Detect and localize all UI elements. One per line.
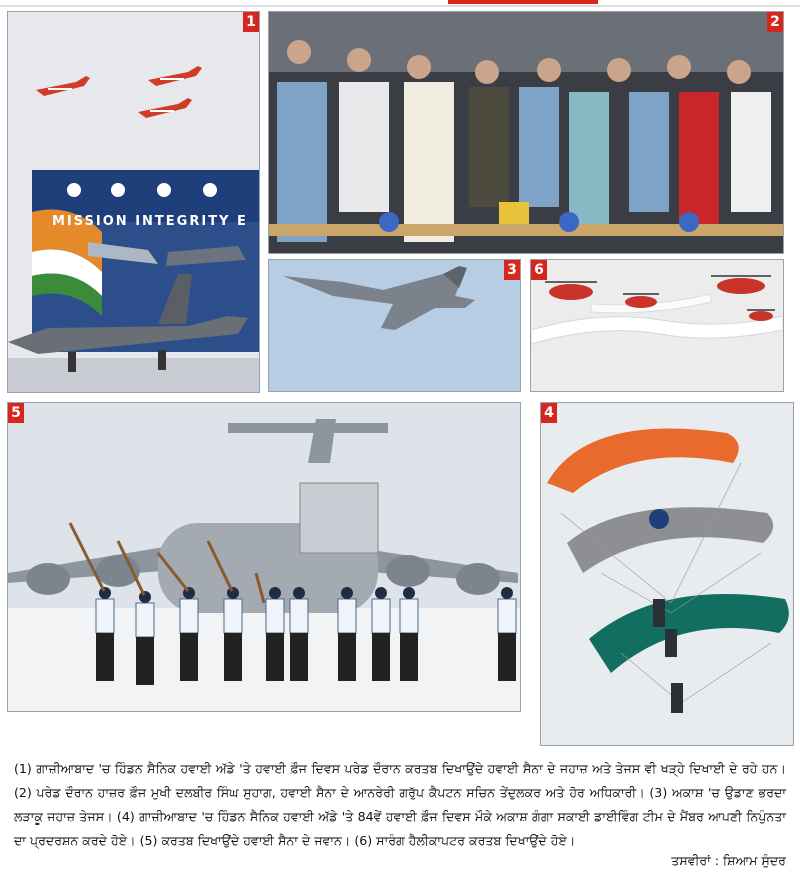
photo-3-image: [269, 260, 520, 391]
photo-4-image: [541, 403, 793, 745]
photo-6-image: [531, 260, 783, 391]
photo-4-skydivers: [540, 402, 794, 746]
photo-6-sarang-helicopters: [530, 259, 784, 392]
photo-1-tejas-display: [7, 11, 260, 393]
photo-number-badge: 6: [531, 260, 547, 280]
photo-2-image: [269, 12, 783, 253]
photo-3-tejas-flight: [268, 259, 521, 392]
photo-credit: ਤਸਵੀਰਾਂ : ਸ਼ਿਆਮ ਸੁੰਦਰ: [663, 853, 786, 869]
photo-5-drill-team: [7, 402, 521, 712]
photo-number-badge: 1: [243, 12, 259, 32]
photo-number-badge: 3: [504, 260, 520, 280]
photo-number-badge: 5: [8, 403, 24, 423]
photo-number-badge: 2: [767, 12, 783, 32]
photo-1-image: [8, 12, 259, 392]
photo-5-image: [8, 403, 520, 711]
photo-caption: (1) ਗਾਜ਼ੀਆਬਾਦ 'ਚ ਹਿੰਡਨ ਸੈਨਿਕ ਹਵਾਈ ਅੱਡੇ 'ਤੇ ਹਵਾਈ ਫ਼ੌਜ ਦਿਵਸ ਪਰੇਡ ਦੌਰਾਨ ਕਰਤਬ ਦਿਖਾਉਂਦੇ ਹਵਾਈ ਸੈਨਾ ਦੇ ਜਹਾਜ਼ ਅਤੇ ਤੇਜਸ ਵੀ ਖੜ੍ਹੇ ਦਿਖਾਈ ਦੇ ਰਹੇ ਹਨ। (2) ਪਰੇਡ ਦੌਰਾਨ ਹਾਜ਼ਰ ਫ਼ੌਜ ਮੁਖੀ ਦਲਬੀਰ ਸਿੰਘ ਸੁਹਾਗ, ਹਵਾਈ ਸੈਨਾ ਦੇ ਆਨਰੇਰੀ ਗਰੁੱਪ ਕੈਪਟਨ ਸਚਿਨ ਤੇਂਦੁਲਕਰ ਅਤੇ ਹੋਰ ਅਧਿਕਾਰੀ। (3) ਅਕਾਸ਼ 'ਚ ਉਡਾਣ ਭਰਦਾ ਲੜਾਕੂ ਜਹਾਜ਼ ਤੇਜਸ। (4) ਗਾਜ਼ੀਆਬਾਦ 'ਚ ਹਿੰਡਨ ਸੈਨਿਕ ਹਵਾਈ ਅੱਡੇ 'ਤੇ 84ਵੇਂ ਹਵਾਈ ਫ਼ੌਜ ਦਿਵਸ ਮੌਕੇ ਅਕਾਸ਼ ਗੰਗਾ ਸਕਾਈ ਡਾਈਵਿੰਗ ਟੀਮ ਦੇ ਮੈਂਬਰ ਆਪਣੀ ਨਿਪੁੰਨਤਾ ਦਾ ਪ੍ਰਦਰਸ਼ਨ ਕਰਦੇ ਹੋਏ। (5) ਕਰਤਬ ਦਿਖਾਉਂਦੇ ਹਵਾਈ ਸੈਨਾ ਦੇ ਜਵਾਨ। (6) ਸਾਰੰਗ ਹੈਲੀਕਾਪਟਰ ਕਰਤਬ ਦਿਖਾਉਂਦੇ ਹੋਏ।: [14, 761, 786, 848]
header-strip: [0, 0, 800, 8]
banner-mission-integrity: MISSION INTEGRITY E: [52, 214, 248, 229]
photo-2-dignitaries: [268, 11, 784, 254]
photo-number-badge: 4: [541, 403, 557, 423]
